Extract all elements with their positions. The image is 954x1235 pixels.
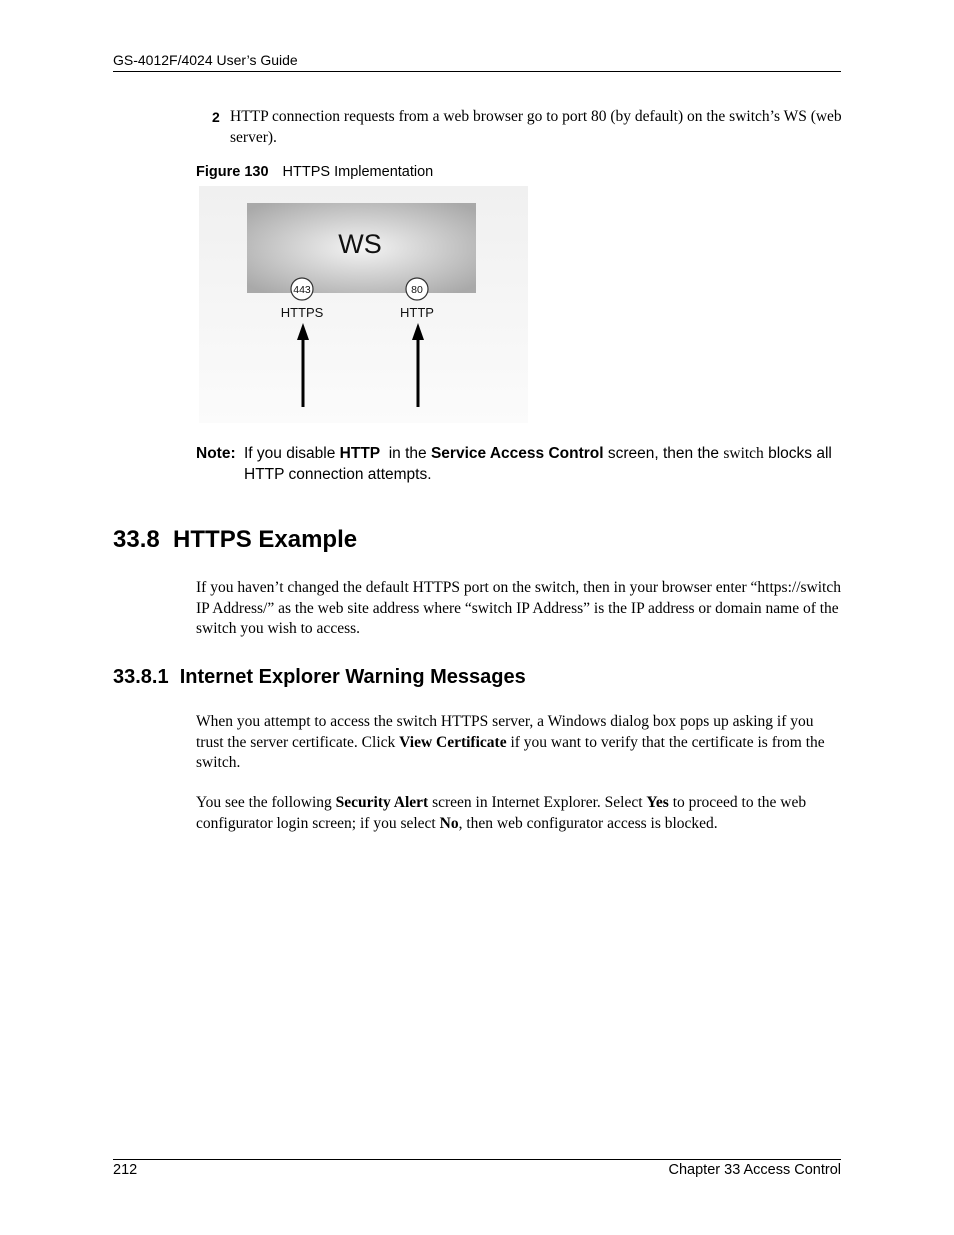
note-switch-word: switch [723, 445, 764, 462]
section-heading: 33.8 HTTPS Example [113, 526, 358, 553]
note-label: Note: [196, 445, 236, 462]
footer-rule [113, 1159, 841, 1160]
paragraph-text-part: to proceed to the web configurator login screen; if you select [196, 794, 807, 832]
bold-yes: Yes [646, 794, 669, 811]
note-text-part: If you disable [244, 445, 340, 462]
note-bold-http: HTTP [339, 445, 381, 462]
note-bold-service-access-control: Service Access Control [430, 445, 604, 462]
http-protocol-label: HTTP [400, 305, 434, 320]
paragraph-text-part: You see the following [196, 794, 336, 811]
note-text-part: blocks all HTTP connection attempts. [244, 445, 832, 483]
header-rule [113, 71, 841, 72]
server-label: WS [338, 229, 382, 259]
bold-no: No [439, 814, 459, 832]
paragraph-https-port: If you haven’t changed the default HTTPS port on the switch, then in your browser enter “https://switch IP Address/” as the web site address where “switch IP Address” is the IP address or domain name of the switch you wish to access. [196, 579, 841, 637]
subsection-heading: 33.8.1 Internet Explorer Warning Messages [113, 666, 526, 688]
port-443-label: 443 [293, 284, 311, 296]
paragraph-text-part: if you want to verify that the certificate is from the switch. [196, 733, 825, 771]
https-protocol-label: HTTPS [280, 305, 324, 320]
https-implementation-figure [199, 186, 528, 423]
note-text-part: in the [380, 445, 431, 462]
page-number: 212 [113, 1162, 138, 1178]
figure-caption [196, 164, 433, 180]
port-80-label: 80 [411, 284, 423, 296]
step-number: 2 [212, 109, 220, 125]
paragraph-security-alert [196, 793, 841, 834]
bold-security-alert: Security Alert [335, 794, 429, 811]
paragraph-warning-dialog [196, 712, 841, 774]
note-text [244, 444, 841, 485]
paragraph-text-part: When you attempt to access the switch HTTPS server, a Windows dialog box pops up asking if you trust the server certificate. Click [196, 713, 814, 751]
note-text-part: screen, then the [603, 445, 724, 462]
chapter-title: Chapter 33 Access Control [668, 1162, 841, 1178]
paragraph-text-part: screen in Internet Explorer. Select [428, 794, 647, 811]
figure-label: Figure 130 [196, 164, 269, 180]
step-text: HTTP connection requests from a web browser go to port 80 (by default) on the switch’s WS (web server). [230, 108, 842, 146]
running-header: GS-4012F/4024 User’s Guide [113, 52, 298, 68]
figure-title: HTTPS Implementation [282, 164, 434, 180]
bold-view-certificate: View Certificate [399, 733, 507, 751]
paragraph-text-part: , then web configurator access is blocked. [458, 814, 718, 832]
